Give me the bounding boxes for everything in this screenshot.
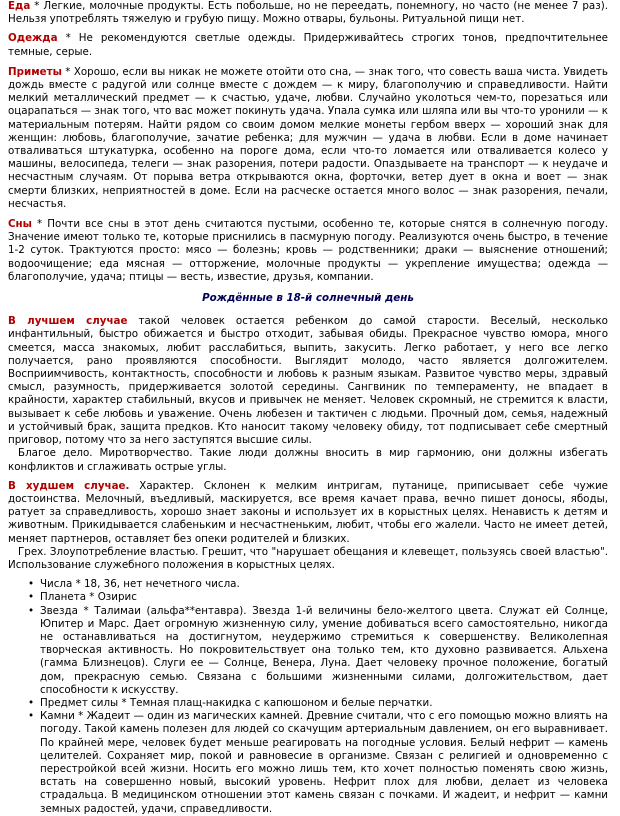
food-paragraph bbox=[8, 0, 608, 26]
worst-case-paragraph bbox=[8, 480, 608, 572]
food-text: * Легкие, молочные продукты. Есть побольше, но не переедать, понемногу, но часто (не менее 7 раз). Нельзя употреблять тяжелую и грубую пищу. Можно отвары, бульоны. Ритуальной пищи нет. bbox=[8, 0, 608, 26]
list-item: • Предмет силы * Темная плащ-накидка с капюшоном и белые перчатки. bbox=[40, 697, 608, 710]
clothing-label: Одежда bbox=[8, 32, 58, 45]
facts-list bbox=[28, 578, 608, 816]
best-case-text: такой человек остается ребенком до самой старости. Веселый, несколько инфантильный, быстро обижается и быстро отходит, забывая обиды. Прекрасное чувство юмора, много смеется, масса знакомых, любит расслабиться, выпить, закусить. Легко работает, у него все легко получается, рано проявляются способности. Выглядит молодо, часто является долгожителем. Восприимчивость, контактность, способности и любовь к разным языкам. Развитое чувство меры, здравый смысл, разумность, придерживается золотой середины. Сангвиник по темпераменту, не впадает в крайности, характер стабильный, вкусов и привычек не меняет. Человек скромный, не стремится к власти, вызывает к себе любовь и уважение. Очень любезен и тактичен с людьми. Прочный дом, семья, надежный и устойчивый брак, защита предков. Кто наносит такому человеку обиду, тот подписывает себе смертный приговор, потому что за него заступятся высшие силы. bbox=[8, 315, 608, 447]
food-label: Еда bbox=[8, 0, 31, 12]
worst-case-text: Характер. Склонен к мелким интригам, путанице, приписывает себе чужие достоинства. Мелочный, въедливый, маскируется, все время качает права, вечно пишет доносы, ябоды, ратует за справедливость, хорошо знает законы и использует их в корыстных целях. Ненависть к детям и животным. Прикидывается слабеньким и несчастненьким, любит, чтобы его жалели. Часто не имеет детей, меняет партнеров, оставляет без опеки родителей и близких. bbox=[8, 479, 608, 545]
omens-text: * Хорошо, если вы никак не можете отойти ото сна, — знак того, что совесть ваша чиста. Увидеть дождь вместе с радугой или солнце вместе с дождем — к миру, благополучию и справедливости. Найти мелкий металлический предмет — к счастью, удаче, любви. Случайно уколоться чем-то, порезаться или оцарапаться — знак того, что вас может покинуть удача. Упала сумка или шляпа или вы что-то уронили — к материальным потерям. Найти рядом со своим домом мелкие монеты гербом вверх — хороший знак для женщин: любовь, благополучие, зачатие ребенка; для мужчин — удача в любви. Если в доме начинает отваливаться штукатурка, особенно на пороге дома, если что-то ломается или отваливается колесо у машины, велосипеда, телеги — знак разорения, потери радости. Опаздываете на транспорт — к неудаче и несчастным случаям. От порыва ветра открываются окна, форточки, ветер дует в окна и воет — знак смерти близких, неприятностей в доме. Если на расческе остается много волос — знак разорения, печали, несчастья. bbox=[8, 65, 608, 210]
dreams-text: * Почти все сны в этот день считаются пустыми, особенно те, которые снятся в солнечную погоду. Значение имеют только те, которые приснились в пасмурную погоду. Реализуются очень быстро, в течение 1-2 суток. Трактуются просто: мясо — болезнь; кровь — родственники; драки — выяснение отношений; водоочищение; еда мясная — отторжение, молочные продукты — укрепление имущества; одежда — благополучие, удача; птицы — весть, известие, друзья, компании. bbox=[8, 218, 608, 283]
omens-label: Приметы bbox=[8, 65, 62, 78]
worst-case-extra: Грех. Злоупотребление властью. Грешит, что "нарушает обещания и клевещет, пользуясь своей властью". Использование служебного положения в корыстных целях. bbox=[8, 545, 608, 571]
section-title: Рождённые в 18-й солнечный день bbox=[202, 292, 414, 305]
list-item: • Камни * Жадеит — один из магических камней. Древние считали, что с его помощью можно влиять на погоду. Такой камень полезен для людей со скачущим артериальным давлением, он его выравнивает. По крайней мере, человек будет меньше реагировать на погодные условия. Белый нефрит — камень целителей. Сохраняет мир, покой и равновесие в организме. Связан с религией и одновременно с перестройкой всей жизни. Носить его можно лишь тем, кто хочет полностью поменять свою жизнь, встать на совершенно новый, высокий уровень. Нефрит плох для любви, делает из человека страдальца. В медицинском отношении этот камень связан с почками. И жадеит, и нефрит — камни земных радостей, удачи, справедливости. bbox=[40, 710, 608, 816]
best-case-label: В лучшем случае bbox=[8, 315, 128, 328]
worst-case-label: В худшем случае. bbox=[8, 479, 130, 492]
omens-paragraph bbox=[8, 66, 608, 211]
clothing-paragraph bbox=[8, 32, 608, 58]
list-item: • Планета * Озирис bbox=[40, 591, 608, 604]
best-case-paragraph bbox=[8, 315, 608, 473]
article bbox=[8, 0, 608, 816]
list-item: • Звезда * Талимаи (альфа**ентавра). Звезда 1-й величины бело-желтого цвета. Служат ей Солнце, Юпитер и Марс. Дает огромную жизненную силу, умение добиваться всего самостоятельно, никогда не останавливаться на достигнутом, неудержимо стремиться к совершенству. Великолепная творческая активность. Но покровительствует она только тем, кто духовно развивается. Альхена (гамма Близнецов). Слуги ее — Солнце, Венера, Луна. Дает человеку прочное положение, богатый дом, прекрасную семью. Связана с большими жизненными силами, долгожительством, дает способности к искусству. bbox=[40, 605, 608, 697]
best-case-extra: Благое дело. Миротворчество. Такие люди должны вносить в мир гармонию, они должны избегать конфликтов и сглаживать острые углы. bbox=[8, 447, 608, 473]
clothing-text: * Не рекомендуются светлые одежды. Придерживайтесь строгих тонов, предпочтительнее темные, серые. bbox=[8, 32, 608, 58]
dreams-paragraph bbox=[8, 218, 608, 284]
list-item: • Числа * 18, 36, нет нечетного числа. bbox=[40, 578, 608, 591]
dreams-label: Сны bbox=[8, 218, 32, 231]
